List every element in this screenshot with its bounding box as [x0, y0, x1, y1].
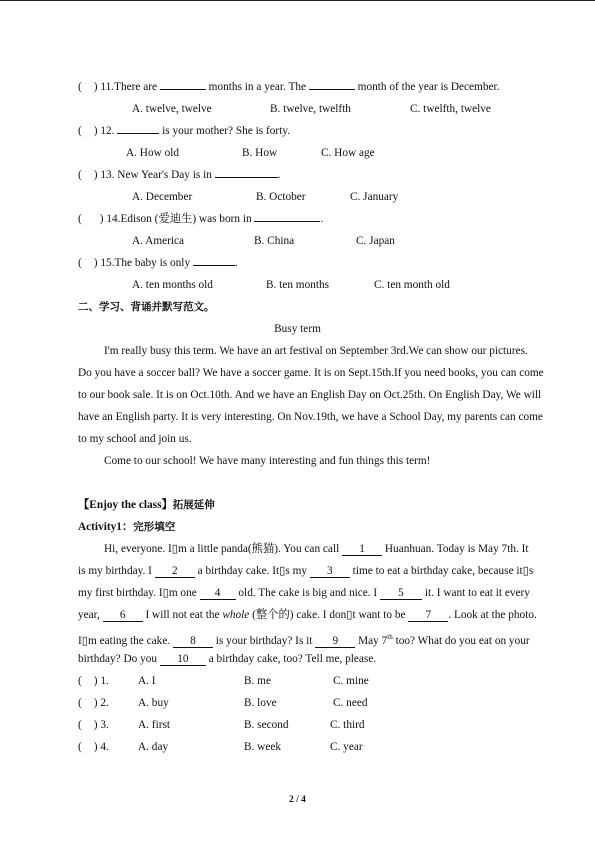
essay-closing: Come to our school! We have many interesting and fun things this term!	[104, 455, 431, 467]
answer-blank	[193, 265, 235, 266]
activity-heading: Activity1：完形填空	[78, 521, 176, 533]
answer-paren: (	[78, 81, 82, 93]
cloze-blank: 7	[408, 609, 448, 622]
answer-paren: (	[78, 257, 82, 269]
cloze-blank: 6	[103, 609, 143, 622]
option-a: A. I	[138, 675, 156, 687]
section-heading: 二、学习、背诵并默写范文。	[78, 301, 215, 313]
option-a: A. ten months old	[132, 279, 213, 291]
cloze-blank: 10	[160, 653, 206, 666]
option-a: A. first	[138, 719, 171, 731]
answer-blank	[309, 89, 355, 90]
option-b: B. second	[244, 719, 289, 731]
option-b: B. How	[242, 147, 278, 159]
option-c: C. mine	[333, 675, 369, 687]
essay-line: to my school and join us.	[78, 433, 192, 445]
cloze-blank: 9	[315, 635, 355, 648]
answer-paren: (	[78, 169, 82, 181]
option-a: A. twelve, twelve	[132, 103, 212, 115]
cloze-line: I▯m eating the cake. 8 is your birthday? Is it 9 May 7th too? What do you eat on your	[78, 633, 530, 647]
top-rule	[0, 0, 595, 1]
option-a: A. December	[132, 191, 193, 203]
question-12: ( ) 12. is your mother? She is forty.	[78, 125, 291, 137]
option-c: C. need	[333, 697, 368, 709]
option-c: C. How age	[321, 147, 375, 159]
cloze-option-4: ( ) 4.	[78, 741, 109, 753]
essay-line: I'm really busy this term. We have an art festival on September 3rd.We can show our pictures.	[104, 345, 528, 357]
option-b: B. love	[244, 697, 277, 709]
cloze-option-3: ( ) 3.	[78, 719, 109, 731]
option-a: A. America	[132, 235, 185, 247]
cloze-line: my first birthday. I▯m one 4 old. The cake is big and nice. I 5 it. I want to eat it every	[78, 587, 530, 599]
essay-line: have an English party. It is very interesting. On Nov.19th, we have a School Day, my parents can come	[78, 411, 543, 423]
answer-paren: (	[78, 213, 82, 225]
option-a: A. buy	[138, 697, 169, 709]
answer-blank	[215, 177, 278, 178]
cloze-blank: 1	[342, 543, 382, 556]
option-b: B. October	[256, 191, 306, 203]
essay-line: to our book sale. It is on Oct.10th. And we have an English Day on Oct.25th. On English Day, We will	[78, 389, 542, 401]
question-11: ( ) 11.There are months in a year. The month of the year is December.	[78, 81, 500, 93]
cloze-option-2: ( ) 2.	[78, 697, 109, 709]
question-13: ( ) 13. New Year's Day is in .	[78, 169, 281, 181]
cloze-line: is my birthday. I 2 a birthday cake. It▯s my 3 time to eat a birthday cake, because it▯s	[78, 565, 534, 577]
option-b: B. week	[244, 741, 282, 753]
answer-blank	[254, 221, 320, 222]
answer-paren: (	[78, 125, 82, 137]
question-15: ( ) 15.The baby is only .	[78, 257, 238, 269]
option-c: C. third	[330, 719, 365, 731]
answer-blank	[117, 133, 159, 134]
page-number: 2 / 4	[289, 795, 306, 805]
cloze-line: Hi, everyone. I▯m a little panda(熊猫). You can call 1 Huanhuan. Today is May 7th. It	[104, 543, 529, 555]
cloze-blank: 8	[173, 635, 213, 648]
cloze-line: year, 6 I will not eat the whole (整个的) cake. I don▯t want to be 7 . Look at the photo.	[78, 609, 537, 621]
cloze-option-1: ( ) 1.	[78, 675, 109, 687]
cloze-blank: 4	[200, 587, 236, 600]
question-14: ( ) 14.Edison (爱迪生) was born in .	[78, 213, 324, 225]
cloze-line: birthday? Do you 10 a birthday cake, too? Tell me, please.	[78, 653, 377, 665]
option-a: A. day	[138, 741, 169, 753]
option-c: C. ten month old	[374, 279, 450, 291]
essay-title: Busy term	[274, 323, 321, 335]
option-c: C. Japan	[356, 235, 395, 247]
option-b: B. China	[254, 235, 295, 247]
option-b: B. me	[244, 675, 271, 687]
option-b: B. twelve, twelfth	[270, 103, 351, 115]
option-c: C. year	[330, 741, 363, 753]
cloze-blank: 3	[310, 565, 350, 578]
enjoy-heading: 【Enjoy the class】拓展延伸	[78, 499, 215, 511]
option-b: B. ten months	[266, 279, 330, 291]
option-c: C. twelfth, twelve	[410, 103, 491, 115]
cloze-blank: 2	[155, 565, 195, 578]
cloze-blank: 5	[380, 587, 422, 600]
option-c: C. January	[350, 191, 399, 203]
essay-line: Do you have a soccer ball? We have a soccer game. It is on Sept.15th.If you need books, you can come	[78, 367, 544, 379]
option-a: A. How old	[126, 147, 180, 159]
answer-blank	[160, 89, 206, 90]
